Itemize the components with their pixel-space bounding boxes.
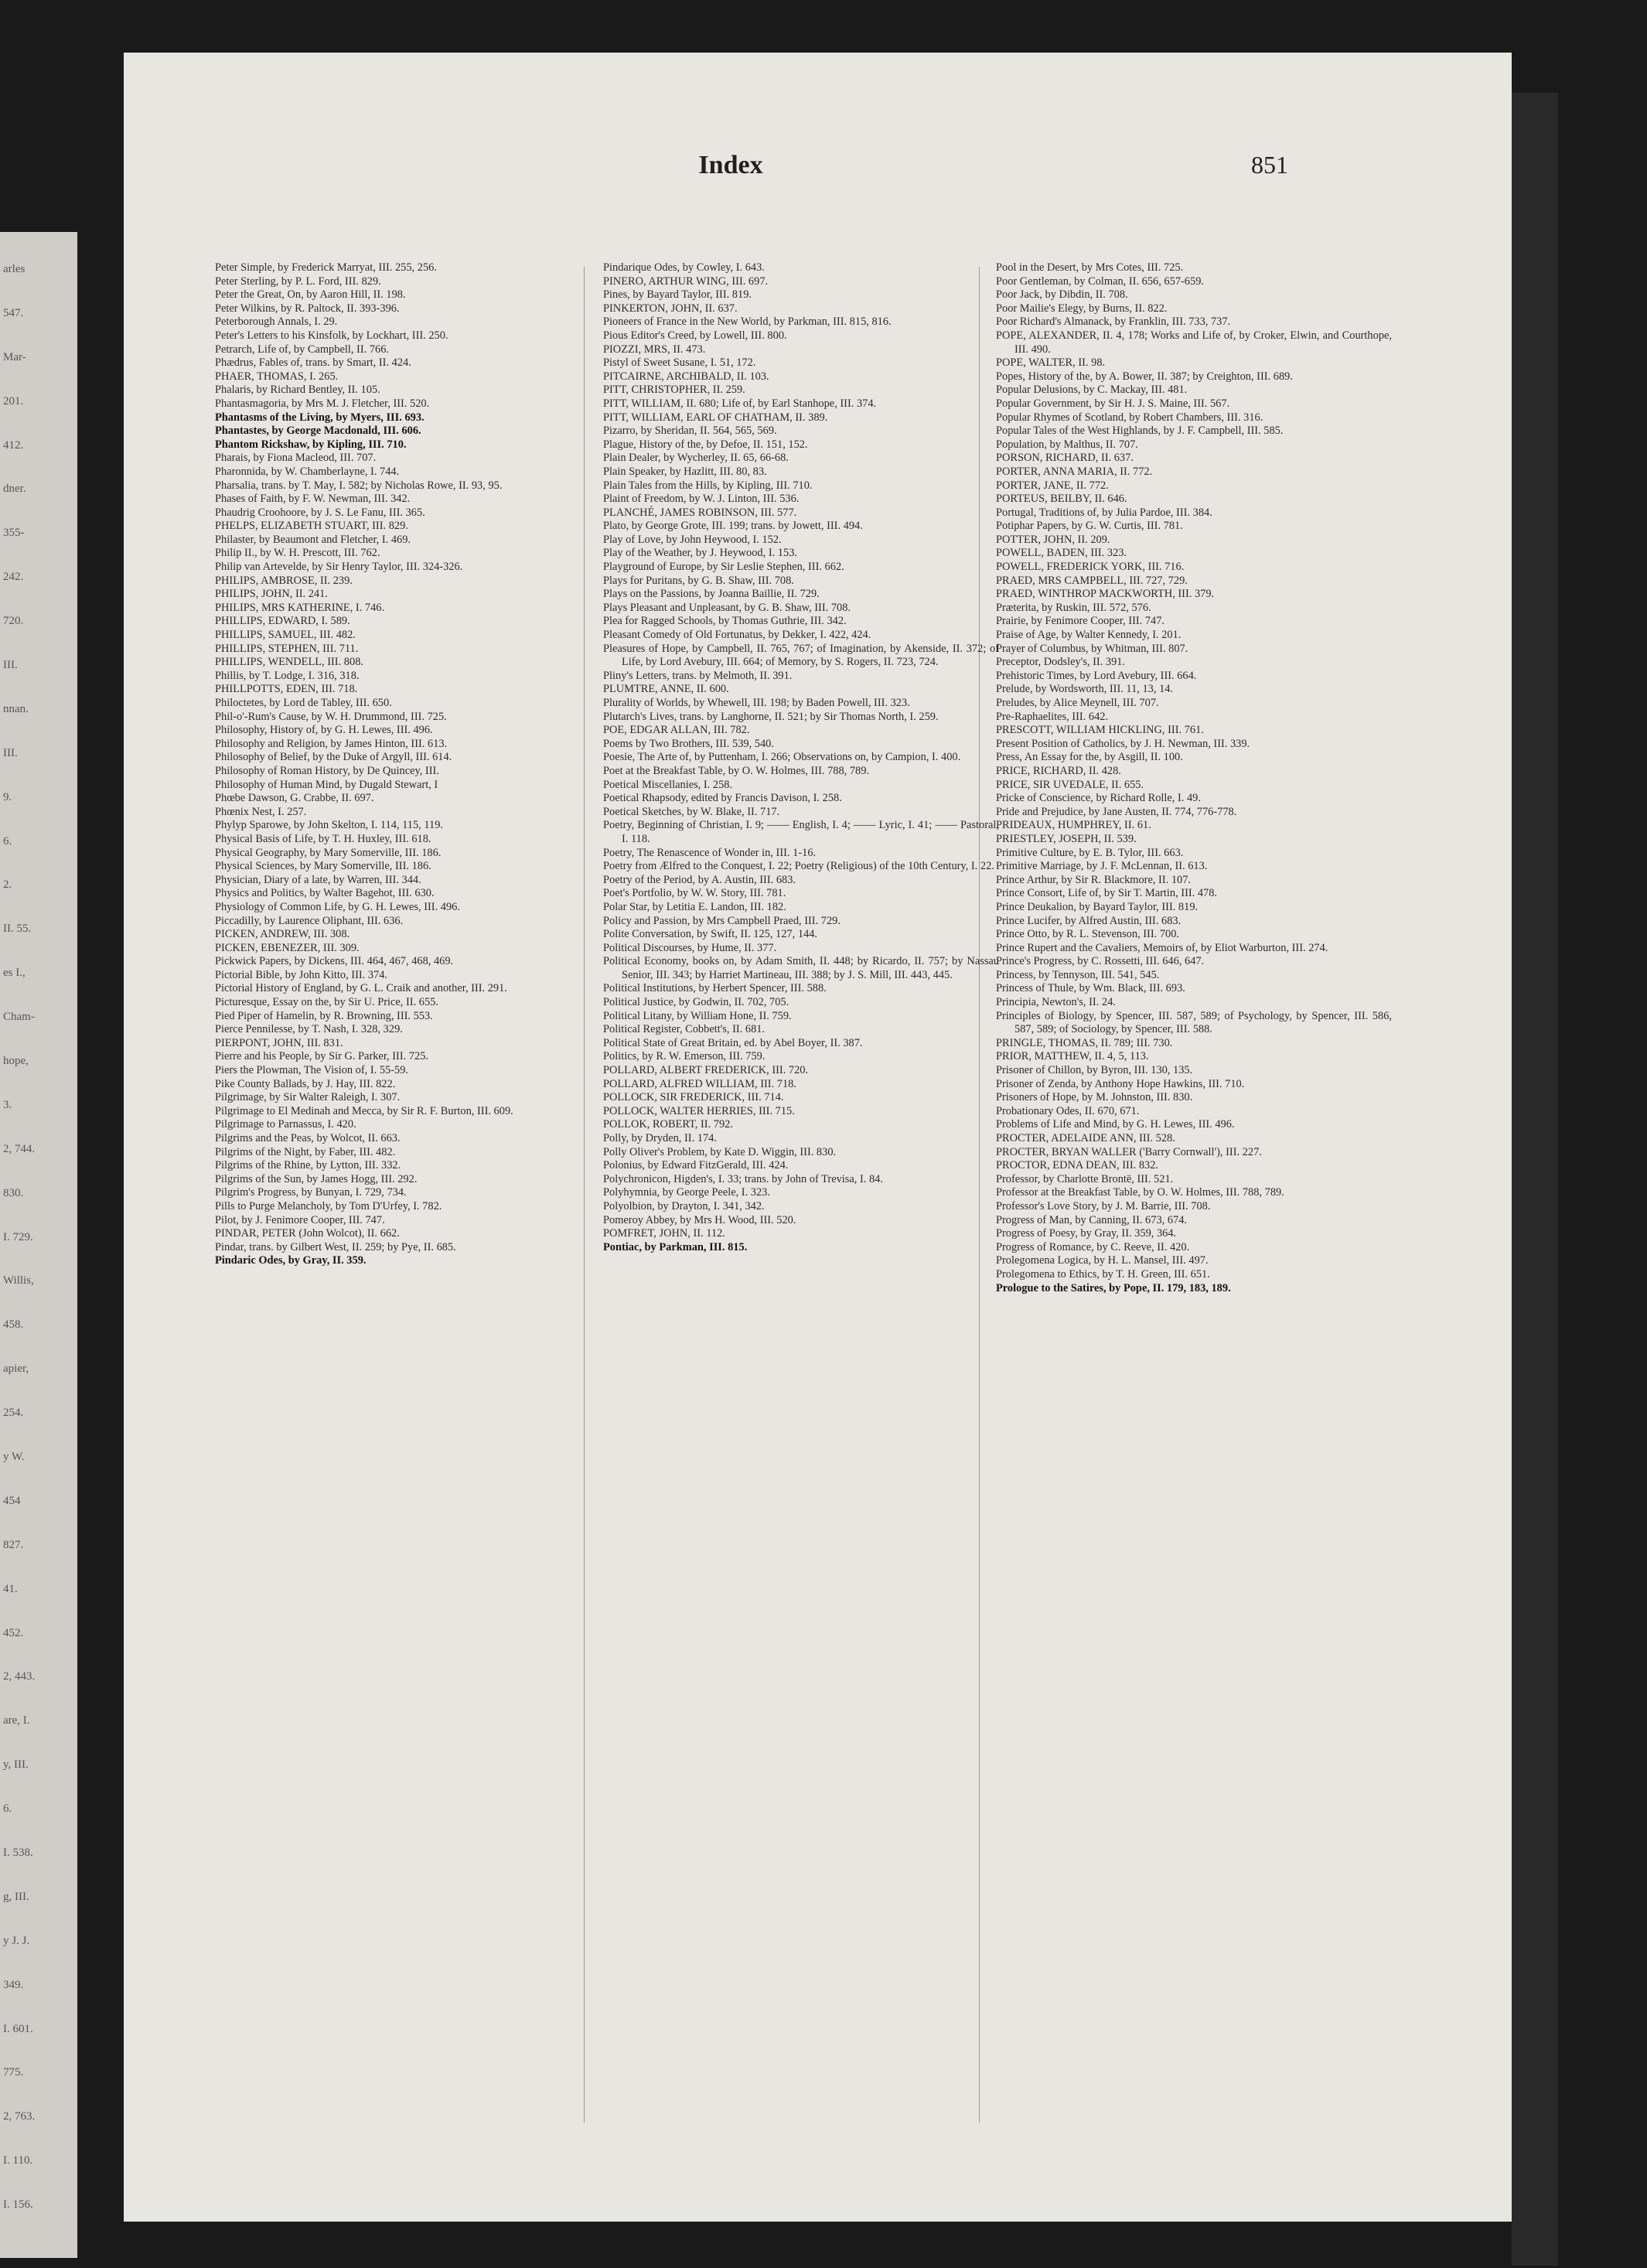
index-entry: Poetry from Ælfred to the Conquest, I. 22; Poetry (Religious) of the 10th Century, I. 22. — [603, 860, 994, 873]
index-entry: Political Economy, books on, by Adam Smith, II. 448; by Ricardo, II. 757; by Nassau Senior, III. 343; by Harriet Martineau, III. 388; by J. S. Mill, III. 443, 445. — [603, 955, 999, 981]
index-entry: Political Register, Cobbett's, II. 681. — [603, 1023, 766, 1036]
index-entry: Phœnix Nest, I. 257. — [215, 805, 307, 818]
index-entry: Polly Oliver's Problem, by Kate D. Wiggin, III. 830. — [603, 1145, 837, 1158]
index-entry: Professor's Love Story, by J. M. Barrie, III. 708. — [996, 1199, 1211, 1212]
index-entry: Philip van Artevelde, by Sir Henry Taylor, III. 324-326. — [215, 561, 463, 574]
index-entry: PRICE, RICHARD, II. 428. — [996, 764, 1121, 777]
previous-page-fragment: 2, 763. — [3, 2110, 36, 2123]
previous-page-fragment: 355- — [3, 527, 25, 539]
index-entry: Pharais, by Fiona Macleod, III. 707. — [215, 452, 377, 465]
index-entry: PLUMTRE, ANNE, II. 600. — [603, 683, 729, 696]
index-entry: Plays on the Passions, by Joanna Baillie, II. 729. — [603, 588, 820, 601]
index-entry: Pontiac, by Parkman, III. 815. — [603, 1240, 748, 1253]
index-entry: Pious Editor's Creed, by Lowell, III. 800. — [603, 329, 787, 342]
index-entry: Pride and Prejudice, by Jane Austen, II. 774, 776-778. — [996, 805, 1237, 818]
index-entry: Philosophy of Roman History, by De Quincey, III. — [215, 764, 439, 777]
previous-page-fragment: Cham- — [3, 1011, 35, 1023]
index-entry: Piers the Plowman, The Vision of, I. 55-59. — [215, 1064, 409, 1077]
previous-page-fragment: I. 156. — [3, 2198, 33, 2211]
index-entry: PHILLIPS, WENDELL, III. 808. — [215, 656, 363, 669]
index-entry: Philaster, by Beaumont and Fletcher, I. 469. — [215, 533, 411, 546]
index-entry: Petrarch, Life of, by Campbell, II. 766. — [215, 343, 389, 356]
index-entry: Pied Piper of Hamelin, by R. Browning, III. 553. — [215, 1009, 433, 1022]
index-entry: Progress of Poesy, by Gray, II. 359, 364. — [996, 1227, 1177, 1240]
index-entry: Phantasmagoria, by Mrs M. J. Fletcher, III. 520. — [215, 397, 430, 410]
index-entry: PINDAR, PETER (John Wolcot), II. 662. — [215, 1227, 400, 1240]
index-entry: PINERO, ARTHUR WING, III. 697. — [603, 275, 769, 288]
index-entry: POWELL, FREDERICK YORK, III. 716. — [996, 561, 1185, 574]
index-entry: Pindaric Odes, by Gray, II. 359. — [215, 1254, 367, 1267]
index-entry: Philosophy, History of, by G. H. Lewes, III. 496. — [215, 724, 433, 737]
previous-page-fragment: III. — [3, 747, 18, 759]
index-entry: Play of Love, by John Heywood, I. 152. — [603, 533, 782, 546]
index-entry: PLANCHÉ, JAMES ROBINSON, III. 577. — [603, 506, 797, 519]
index-entry: Philosophy and Religion, by James Hinton, III. 613. — [215, 737, 448, 750]
index-entry: Plato, by George Grote, III. 199; trans. by Jowett, III. 494. — [603, 520, 863, 533]
index-entry: Pliny's Letters, trans. by Melmoth, II. 391. — [603, 669, 793, 682]
index-entry: Poor Mailie's Elegy, by Burns, II. 822. — [996, 302, 1168, 315]
index-entry: Philosophy of Belief, by the Duke of Argyll, III. 614. — [215, 751, 452, 764]
index-entry: Poetry of the Period, by A. Austin, III. 683. — [603, 873, 796, 886]
index-entry: Prince Lucifer, by Alfred Austin, III. 683. — [996, 914, 1182, 927]
index-entry: POMFRET, JOHN, II. 112. — [603, 1227, 725, 1240]
index-entry: Plutarch's Lives, trans. by Langhorne, II. 521; by Sir Thomas North, I. 259. — [603, 710, 939, 723]
index-entry: Political Institutions, by Herbert Spencer, III. 588. — [603, 982, 827, 995]
previous-page-fragment: nnan. — [3, 703, 29, 715]
index-entry: PHELPS, ELIZABETH STUART, III. 829. — [215, 520, 408, 533]
index-entry: PICKEN, ANDREW, III. 308. — [215, 928, 350, 941]
index-entry: PITCAIRNE, ARCHIBALD, II. 103. — [603, 370, 769, 383]
previous-page-fragment: 349. — [3, 1979, 24, 1991]
index-entry: Prince Consort, Life of, by Sir T. Martin, III. 478. — [996, 887, 1218, 900]
index-entry: Pre-Raphaelites, III. 642. — [996, 710, 1109, 723]
previous-page-fragment: III. — [3, 659, 18, 671]
previous-page-fragment: 412. — [3, 439, 24, 452]
index-entry: Pilgrims of the Night, by Faber, III. 482. — [215, 1145, 396, 1158]
index-entry: POE, EDGAR ALLAN, III. 782. — [603, 724, 750, 737]
index-entry: Phalaris, by Richard Bentley, II. 105. — [215, 384, 380, 397]
index-entry: Prolegomena to Ethics, by T. H. Green, III. 651. — [996, 1267, 1210, 1281]
previous-page-fragment: 254. — [3, 1407, 24, 1419]
index-entry: Piccadilly, by Laurence Oliphant, III. 636. — [215, 914, 404, 927]
previous-page-fragment: 201. — [3, 395, 24, 408]
index-entry: Pictorial Bible, by John Kitto, III. 374. — [215, 968, 388, 981]
previous-page-fragment: es I., — [3, 967, 26, 979]
index-entry: Pilgrims and the Peas, by Wolcot, II. 663. — [215, 1132, 401, 1144]
index-entry: PORTEUS, BEILBY, II. 646. — [996, 493, 1127, 506]
index-entry: Princess of Thule, by Wm. Black, III. 693. — [996, 982, 1185, 995]
previous-page-fragment: apier, — [3, 1363, 29, 1375]
index-entry: Physical Sciences, by Mary Somerville, III. 186. — [215, 860, 431, 873]
index-entry: Portugal, Traditions of, by Julia Pardoe, III. 384. — [996, 506, 1212, 519]
index-entry: Political Litany, by William Hone, II. 759. — [603, 1009, 792, 1022]
previous-page-fragment: II. 55. — [3, 923, 32, 935]
previous-page-fragment: 41. — [3, 1583, 18, 1595]
index-entry: Phantasms of the Living, by Myers, III. 693. — [215, 411, 425, 424]
index-entry: Playground of Europe, by Sir Leslie Stephen, III. 662. — [603, 561, 844, 574]
index-entry: Plague, History of the, by Defoe, II. 151, 152. — [603, 438, 808, 451]
index-entry: Popes, History of the, by A. Bower, II. 387; by Creighton, III. 689. — [996, 370, 1293, 383]
previous-page-fragment: Willis, — [3, 1274, 34, 1287]
index-entry: Physiology of Common Life, by G. H. Lewes, III. 496. — [215, 900, 460, 913]
previous-page-fragment: I. 729. — [3, 1231, 33, 1243]
index-entry: Pilgrim's Progress, by Bunyan, I. 729, 734. — [215, 1186, 407, 1199]
previous-page-fragment: 3. — [3, 1099, 12, 1111]
index-entry: Potiphar Papers, by G. W. Curtis, III. 781. — [996, 520, 1183, 533]
index-entry: Primitive Marriage, by J. F. McLennan, II. 613. — [996, 860, 1208, 873]
index-entry: POPE, WALTER, II. 98. — [996, 356, 1106, 370]
index-entry: Pool in the Desert, by Mrs Cotes, III. 725. — [996, 261, 1184, 274]
index-entry: PHILIPS, AMBROSE, II. 239. — [215, 574, 353, 587]
index-entry: PRINGLE, THOMAS, II. 789; III. 730. — [996, 1036, 1173, 1049]
index-entry: Poetical Sketches, by W. Blake, II. 717. — [603, 805, 780, 818]
index-entry: Popular Delusions, by C. Mackay, III. 481. — [996, 384, 1188, 397]
index-entry: Plain Speaker, by Hazlitt, III. 80, 83. — [603, 465, 767, 478]
index-entry: Phantom Rickshaw, by Kipling, III. 710. — [215, 438, 407, 451]
previous-page-fragment: hope, — [3, 1055, 29, 1067]
index-entry: PITT, CHRISTOPHER, II. 259. — [603, 384, 745, 397]
index-entry: PORTER, ANNA MARIA, II. 772. — [996, 465, 1153, 478]
index-entry: PROCTOR, EDNA DEAN, III. 832. — [996, 1159, 1158, 1172]
index-entry: Phillis, by T. Lodge, I. 316, 318. — [215, 669, 360, 682]
previous-page-fragment: 2, 443. — [3, 1670, 36, 1683]
index-entry: Phases of Faith, by F. W. Newman, III. 342. — [215, 493, 411, 506]
index-entry: PRESCOTT, WILLIAM HICKLING, III. 761. — [996, 724, 1204, 737]
index-entry: Pilgrimage to Parnassus, I. 420. — [215, 1118, 356, 1131]
index-entry: Preludes, by Alice Meynell, III. 707. — [996, 697, 1159, 709]
index-entry: Principles of Biology, by Spencer, III. 587, 589; of Psychology, by Spencer, III. 586, 587, 589; of Sociology, by Spencer, III. 588. — [996, 1009, 1392, 1036]
previous-page-fragment: g, III. — [3, 1891, 29, 1903]
index-entry: Physician, Diary of a late, by Warren, III. 344. — [215, 873, 421, 886]
previous-page-fragment: 775. — [3, 2066, 24, 2079]
index-entry: Poetical Miscellanies, I. 258. — [603, 778, 733, 791]
index-entry: Polite Conversation, by Swift, II. 125, 127, 144. — [603, 928, 818, 941]
index-entry: Prairie, by Fenimore Cooper, III. 747. — [996, 615, 1165, 628]
index-entry: Præterita, by Ruskin, III. 572, 576. — [996, 601, 1151, 614]
index-entry: Polar Star, by Letitia E. Landon, III. 182. — [603, 900, 786, 913]
previous-page-fragment: dner. — [3, 483, 26, 495]
index-entry: Prelude, by Wordsworth, III. 11, 13, 14. — [996, 683, 1174, 696]
index-entry: Primitive Culture, by E. B. Tylor, III. 663. — [996, 846, 1184, 859]
index-entry: Princess, by Tennyson, III. 541, 545. — [996, 968, 1160, 981]
index-entry: Pictorial History of England, by G. L. Craik and another, III. 291. — [215, 982, 507, 995]
index-entry: Progress of Romance, by C. Reeve, II. 420. — [996, 1240, 1190, 1253]
index-entry: PINKERTON, JOHN, II. 637. — [603, 302, 738, 315]
previous-page-fragment: 6. — [3, 835, 12, 848]
index-entry: Policy and Passion, by Mrs Campbell Praed, III. 729. — [603, 914, 841, 927]
index-entry: Peter Sterling, by P. L. Ford, III. 829. — [215, 275, 381, 288]
index-entry: PROCTER, ADELAIDE ANN, III. 528. — [996, 1132, 1175, 1144]
page-edge-shadow — [1512, 93, 1558, 2266]
index-entry: PITT, WILLIAM, EARL OF CHATHAM, II. 389. — [603, 411, 828, 424]
index-entry: Pleasures of Hope, by Campbell, II. 765, 767; of Imagination, by Akenside, II. 372; of Life, by Lord Avebury, III. 664; of Memory, by S. Rogers, II. 723, 724. — [603, 642, 999, 669]
index-entry: Professor, by Charlotte Brontë, III. 521. — [996, 1172, 1174, 1185]
index-entry: PICKEN, EBENEZER, III. 309. — [215, 941, 360, 954]
index-entry: Prolegomena Logica, by H. L. Mansel, III. 497. — [996, 1254, 1209, 1267]
previous-page-fragment: Mar- — [3, 351, 26, 363]
index-entry: Polychronicon, Higden's, I. 33; trans. by John of Trevisa, I. 84. — [603, 1172, 883, 1185]
index-entry: Poet at the Breakfast Table, by O. W. Holmes, III. 788, 789. — [603, 764, 870, 777]
index-entry: Prince Rupert and the Cavaliers, Memoirs of, by Eliot Warburton, III. 274. — [996, 941, 1328, 954]
index-entry: Popular Rhymes of Scotland, by Robert Chambers, III. 316. — [996, 411, 1263, 424]
index-entry: Poems by Two Brothers, III. 539, 540. — [603, 737, 774, 750]
index-entry: Pizarro, by Sheridan, II. 564, 565, 569. — [603, 425, 777, 438]
previous-page-fragment: 458. — [3, 1318, 24, 1331]
previous-page-fragment: 2, 744. — [3, 1143, 36, 1155]
index-entry: Pindar, trans. by Gilbert West, II. 259; by Pye, II. 685. — [215, 1240, 456, 1253]
index-entry: PIOZZI, MRS, II. 473. — [603, 343, 706, 356]
index-entry: Poor Gentleman, by Colman, II. 656, 657-659. — [996, 275, 1204, 288]
index-entry: Prince's Progress, by C. Rossetti, III. 646, 647. — [996, 955, 1205, 968]
index-entry: Poetry, The Renascence of Wonder in, III. 1-16. — [603, 846, 817, 859]
index-entry: Pierre and his People, by Sir G. Parker, III. 725. — [215, 1050, 428, 1063]
index-entry: Pierce Pennilesse, by T. Nash, I. 328, 329. — [215, 1023, 403, 1036]
previous-page-fragment: 2. — [3, 878, 12, 891]
index-entry: Prince Arthur, by Sir R. Blackmore, II. 107. — [996, 873, 1192, 886]
previous-page-fragment: y J. J. — [3, 1935, 30, 1947]
index-entry: Prayer of Columbus, by Whitman, III. 807. — [996, 642, 1188, 655]
index-entry: Preceptor, Dodsley's, II. 391. — [996, 656, 1126, 669]
index-entry: Phil-o'-Rum's Cause, by W. H. Drummond, III. 725. — [215, 710, 447, 723]
previous-page-fragment: 830. — [3, 1187, 24, 1199]
index-entry: Poor Jack, by Dibdin, II. 708. — [996, 288, 1128, 302]
index-entry: Pilot, by J. Fenimore Cooper, III. 747. — [215, 1213, 385, 1226]
index-entry: Philoctetes, by Lord de Tabley, III. 650. — [215, 697, 392, 709]
index-entry: Prehistoric Times, by Lord Avebury, III. 664. — [996, 669, 1197, 682]
index-entry: Polly, by Dryden, II. 174. — [603, 1132, 717, 1144]
index-entry: PHAER, THOMAS, I. 265. — [215, 370, 339, 383]
index-entry: Prince Deukalion, by Bayard Taylor, III. 819. — [996, 900, 1199, 913]
index-entry: Pines, by Bayard Taylor, III. 819. — [603, 288, 752, 302]
index-entry: POLLOCK, WALTER HERRIES, III. 715. — [603, 1104, 795, 1117]
index-entry: PHILLIPS, SAMUEL, III. 482. — [215, 629, 356, 642]
previous-page-fragment: are, I. — [3, 1714, 30, 1727]
index-entry: Philosophy of Human Mind, by Dugald Stewart, I — [215, 778, 438, 791]
index-entry: Phœbe Dawson, G. Crabbe, II. 697. — [215, 792, 374, 805]
page-number: 851 — [1251, 151, 1288, 179]
index-entry: Physical Basis of Life, by T. H. Huxley, III. 618. — [215, 832, 431, 845]
index-entry: Phantastes, by George Macdonald, III. 606. — [215, 425, 421, 438]
index-entry: Plays Pleasant and Unpleasant, by G. B. Shaw, III. 708. — [603, 601, 851, 614]
previous-page-fragment: 9. — [3, 791, 12, 803]
index-entry: Polyolbion, by Drayton, I. 341, 342. — [603, 1199, 765, 1212]
previous-page-fragment: I. 601. — [3, 2023, 33, 2035]
index-entry: Plaint of Freedom, by W. J. Linton, III. 536. — [603, 493, 800, 506]
index-entry: PROCTER, BRYAN WALLER ('Barry Cornwall'), III. 227. — [996, 1145, 1262, 1158]
index-entry: Prisoner of Zenda, by Anthony Hope Hawkins, III. 710. — [996, 1077, 1245, 1090]
index-entry: Plea for Ragged Schools, by Thomas Guthrie, III. 342. — [603, 615, 847, 628]
index-entry: Polyhymnia, by George Peele, I. 323. — [603, 1186, 770, 1199]
index-entry: Principia, Newton's, II. 24. — [996, 996, 1116, 1009]
index-entry: Poor Richard's Almanack, by Franklin, III. 733, 737. — [996, 315, 1231, 329]
index-entry: PRICE, SIR UVEDALE, II. 655. — [996, 778, 1144, 791]
index-entry: Popular Government, by Sir H. J. S. Maine, III. 567. — [996, 397, 1230, 410]
previous-page-fragment: 452. — [3, 1627, 24, 1639]
index-entry: PHILLIPS, STEPHEN, III. 711. — [215, 642, 359, 655]
index-entry: Prologue to the Satires, by Pope, II. 179, 183, 189. — [996, 1281, 1231, 1294]
index-entry: Pleasant Comedy of Old Fortunatus, by Dekker, I. 422, 424. — [603, 629, 871, 642]
index-entry: Professor at the Breakfast Table, by O. W. Holmes, III. 788, 789. — [996, 1186, 1284, 1199]
index-entry: Pricke of Conscience, by Richard Rolle, I. 49. — [996, 792, 1201, 805]
index-entry: Popular Tales of the West Highlands, by J. F. Campbell, III. 585. — [996, 425, 1284, 438]
index-entry: Philip II., by W. H. Prescott, III. 762. — [215, 547, 380, 560]
index-column-2 — [603, 261, 999, 2164]
previous-page-fragment: 827. — [3, 1539, 24, 1551]
index-entry: Political Justice, by Godwin, II. 702, 705. — [603, 996, 789, 1009]
index-entry: Pindarique Odes, by Cowley, I. 643. — [603, 261, 765, 274]
previous-page-fragment: arles — [3, 263, 26, 275]
index-entry: Poet's Portfolio, by W. W. Story, III. 781. — [603, 887, 786, 900]
index-entry: Population, by Malthus, II. 707. — [996, 438, 1138, 451]
index-entry: POLLOK, ROBERT, II. 792. — [603, 1118, 733, 1131]
previous-page-fragment: y, III. — [3, 1758, 29, 1771]
index-entry: PORTER, JANE, II. 772. — [996, 479, 1109, 492]
index-entry: Picturesque, Essay on the, by Sir U. Price, II. 655. — [215, 996, 438, 1009]
index-entry: PHILLIPS, EDWARD, I. 589. — [215, 615, 350, 628]
index-entry: PITT, WILLIAM, II. 680; Life of, by Earl Stanhope, III. 374. — [603, 397, 877, 410]
index-entry: PORSON, RICHARD, II. 637. — [996, 452, 1134, 465]
index-entry: Peter the Great, On, by Aaron Hill, II. 198. — [215, 288, 406, 302]
index-entry: Peterborough Annals, I. 29. — [215, 315, 338, 329]
previous-page-fragment: I. 538. — [3, 1847, 33, 1859]
index-entry: Play of the Weather, by J. Heywood, I. 153. — [603, 547, 797, 560]
previous-page-fragment: I. 110. — [3, 2154, 33, 2167]
index-entry: Phædrus, Fables of, trans. by Smart, II. 424. — [215, 356, 411, 370]
index-entry: Political State of Great Britain, ed. by Abel Boyer, II. 387. — [603, 1036, 863, 1049]
index-entry: Problems of Life and Mind, by G. H. Lewes, III. 496. — [996, 1118, 1235, 1131]
index-entry: Plurality of Worlds, by Whewell, III. 198; by Baden Powell, III. 323. — [603, 697, 910, 709]
index-entry: Phylyp Sparowe, by John Skelton, I. 114, 115, 119. — [215, 819, 443, 832]
index-entry: Prisoner of Chillon, by Byron, III. 130, 135. — [996, 1064, 1193, 1077]
index-entry: PRAED, MRS CAMPBELL, III. 727, 729. — [996, 574, 1188, 587]
index-entry: PRAED, WINTHROP MACKWORTH, III. 379. — [996, 588, 1215, 601]
index-entry: PHILIPS, JOHN, II. 241. — [215, 588, 328, 601]
index-entry: Pilgrimage, by Sir Walter Raleigh, I. 307. — [215, 1091, 401, 1104]
index-entry: POLLOCK, SIR FREDERICK, III. 714. — [603, 1091, 784, 1104]
index-entry: Pills to Purge Melancholy, by Tom D'Urfey, I. 782. — [215, 1199, 442, 1212]
index-entry: Poetry, Beginning of Christian, I. 9; —— English, I. 4; —— Lyric, I. 41; —— Pastoral, I. 118. — [603, 819, 999, 845]
index-entry: Poesie, The Arte of, by Puttenham, I. 266; Observations on, by Campion, I. 400. — [603, 751, 961, 764]
previous-page-fragment: 6. — [3, 1802, 12, 1815]
index-entry: PRIOR, MATTHEW, II. 4, 5, 113. — [996, 1050, 1149, 1063]
index-entry: Poetical Rhapsody, edited by Francis Davison, I. 258. — [603, 792, 842, 805]
index-entry: Pilgrimage to El Medinah and Mecca, by Sir R. F. Burton, III. 609. — [215, 1104, 513, 1117]
index-entry: Physical Geography, by Mary Somerville, III. 186. — [215, 846, 442, 859]
index-column-3 — [996, 261, 1392, 2164]
index-entry: Pioneers of France in the New World, by Parkman, III. 815, 816. — [603, 315, 892, 329]
index-entry: POTTER, JOHN, II. 209. — [996, 533, 1110, 546]
previous-page-fragment: 547. — [3, 307, 24, 319]
page-title: Index — [698, 151, 763, 179]
index-entry: Pharsalia, trans. by T. May, I. 582; by Nicholas Rowe, II. 93, 95. — [215, 479, 503, 492]
index-entry: POLLARD, ALBERT FREDERICK, III. 720. — [603, 1064, 809, 1077]
index-entry: PIERPONT, JOHN, III. 831. — [215, 1036, 343, 1049]
previous-page-fragment: 242. — [3, 571, 24, 583]
index-entry: Prince Otto, by R. L. Stevenson, III. 700. — [996, 928, 1180, 941]
index-entry: POLLARD, ALFRED WILLIAM, III. 718. — [603, 1077, 796, 1090]
index-entry: Pickwick Papers, by Dickens, III. 464, 467, 468, 469. — [215, 955, 454, 968]
index-entry: PRIDEAUX, HUMPHREY, II. 61. — [996, 819, 1151, 832]
index-entry: Physics and Politics, by Walter Bagehot, III. 630. — [215, 887, 435, 900]
previous-page-fragment: y W. — [3, 1451, 25, 1463]
index-entry: Pilgrims of the Sun, by James Hogg, III. 292. — [215, 1172, 418, 1185]
index-entry: Progress of Man, by Canning, II. 673, 674. — [996, 1213, 1188, 1226]
index-entry: Phaudrig Croohoore, by J. S. Le Fanu, III. 365. — [215, 506, 425, 519]
previous-page-fragment: 454 — [3, 1495, 21, 1507]
index-entry: Peter Simple, by Frederick Marryat, III. 255, 256. — [215, 261, 437, 274]
index-entry: Peter's Letters to his Kinsfolk, by Lockhart, III. 250. — [215, 329, 448, 342]
index-entry: Plays for Puritans, by G. B. Shaw, III. 708. — [603, 574, 794, 587]
index-entry: Peter Wilkins, by R. Paltock, II. 393-396. — [215, 302, 400, 315]
index-entry: Prisoners of Hope, by M. Johnston, III. 830. — [996, 1091, 1193, 1104]
index-entry: Pilgrims of the Rhine, by Lytton, III. 332. — [215, 1159, 401, 1172]
index-entry: Plain Tales from the Hills, by Kipling, III. 710. — [603, 479, 813, 492]
index-entry: PRIESTLEY, JOSEPH, II. 539. — [996, 832, 1137, 845]
index-column-1 — [215, 261, 611, 2164]
index-entry: POPE, ALEXANDER, II. 4, 178; Works and Life of, by Croker, Elwin, and Courthope, III. 490. — [996, 329, 1392, 356]
index-entry: Politics, by R. W. Emerson, III. 759. — [603, 1050, 766, 1063]
index-entry: Press, An Essay for the, by Asgill, II. 100. — [996, 751, 1183, 764]
previous-page-fragment: 720. — [3, 615, 24, 627]
index-entry: POWELL, BADEN, III. 323. — [996, 547, 1127, 560]
index-entry: PHILIPS, MRS KATHERINE, I. 746. — [215, 601, 385, 614]
index-entry: PHILLPOTTS, EDEN, III. 718. — [215, 683, 358, 696]
index-entry: Plain Dealer, by Wycherley, II. 65, 66-68. — [603, 452, 789, 465]
index-entry: Pike County Ballads, by J. Hay, III. 822. — [215, 1077, 396, 1090]
index-entry: Praise of Age, by Walter Kennedy, I. 201. — [996, 629, 1182, 642]
index-entry: Political Discourses, by Hume, II. 377. — [603, 941, 777, 954]
index-entry: Pharonnida, by W. Chamberlayne, I. 744. — [215, 465, 400, 478]
index-entry: Pomeroy Abbey, by Mrs H. Wood, III. 520. — [603, 1213, 796, 1226]
index-entry: Present Position of Catholics, by J. H. Newman, III. 339. — [996, 737, 1250, 750]
previous-page-edge — [0, 232, 77, 2258]
index-entry: Polonius, by Edward FitzGerald, III. 424. — [603, 1159, 789, 1172]
index-entry: Pistyl of Sweet Susane, I. 51, 172. — [603, 356, 756, 370]
index-entry: Probationary Odes, II. 670, 671. — [996, 1104, 1140, 1117]
